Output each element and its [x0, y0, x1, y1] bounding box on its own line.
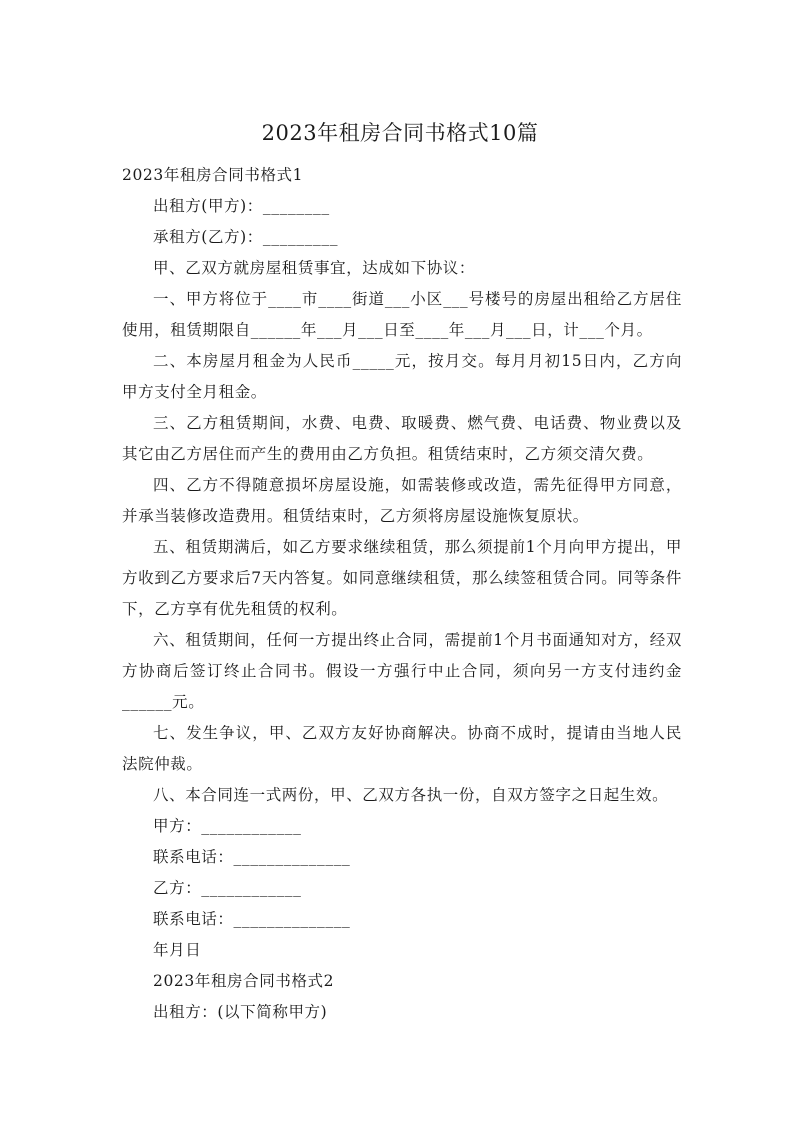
clause-8: 八、本合同连一式两份，甲、乙双方各执一份，自双方签字之日起生效。 — [153, 786, 669, 804]
party-b-phone: 联系电话：______________ — [153, 910, 351, 928]
clause-1: 一、甲方将位于____市____街道___小区___号楼号的房屋出租给乙方居住使用，租赁期限自______年___月___日至____年___月___日，计___个月。 — [122, 290, 682, 339]
party-a-signature: 甲方：____________ — [153, 817, 302, 835]
clause-6: 六、租赁期间，任何一方提出终止合同，需提前1个月书面通知对方，经双方协商后签订终止合同书。假设一方强行中止合同，须向另一方支付违约金______元。 — [122, 631, 682, 711]
lessor-line-2: 出租方：(以下简称甲方) — [153, 1003, 328, 1021]
clause-5: 五、租赁期满后，如乙方要求继续租赁，那么须提前1个月向甲方提出，甲方收到乙方要求后7天内答复。如同意继续租赁，那么续签租赁合同。同等条件下，乙方享有优先租赁的权利。 — [122, 538, 682, 618]
section-heading-1: 2023年租房合同书格式1 — [122, 166, 304, 184]
lessor-line: 出租方(甲方)：________ — [153, 197, 330, 215]
clause-4: 四、乙方不得随意损坏房屋设施，如需装修或改造，需先征得甲方同意，并承当装修改造费用。租赁结束时，乙方须将房屋设施恢复原状。 — [122, 476, 682, 525]
clause-2: 二、本房屋月租金为人民币_____元，按月交。每月月初15日内，乙方向甲方支付全月租金。 — [122, 352, 682, 401]
section-heading-2: 2023年租房合同书格式2 — [153, 972, 335, 990]
document-body — [122, 160, 682, 1028]
party-b-signature: 乙方：____________ — [153, 879, 302, 897]
lessee-line: 承租方(乙方)：_________ — [153, 228, 339, 246]
date-line: 年月日 — [153, 941, 202, 959]
document-title: 2023年租房合同书格式10篇 — [261, 121, 539, 145]
clause-7: 七、发生争议，甲、乙双方友好协商解决。协商不成时，提请由当地人民法院仲裁。 — [122, 724, 682, 773]
party-a-phone: 联系电话：______________ — [153, 848, 351, 866]
agreement-intro: 甲、乙双方就房屋租赁事宜，达成如下协议： — [153, 259, 476, 277]
clause-3: 三、乙方租赁期间，水费、电费、取暖费、燃气费、电话费、物业费以及其它由乙方居住而产生的费用由乙方负担。租赁结束时，乙方须交清欠费。 — [122, 414, 682, 463]
